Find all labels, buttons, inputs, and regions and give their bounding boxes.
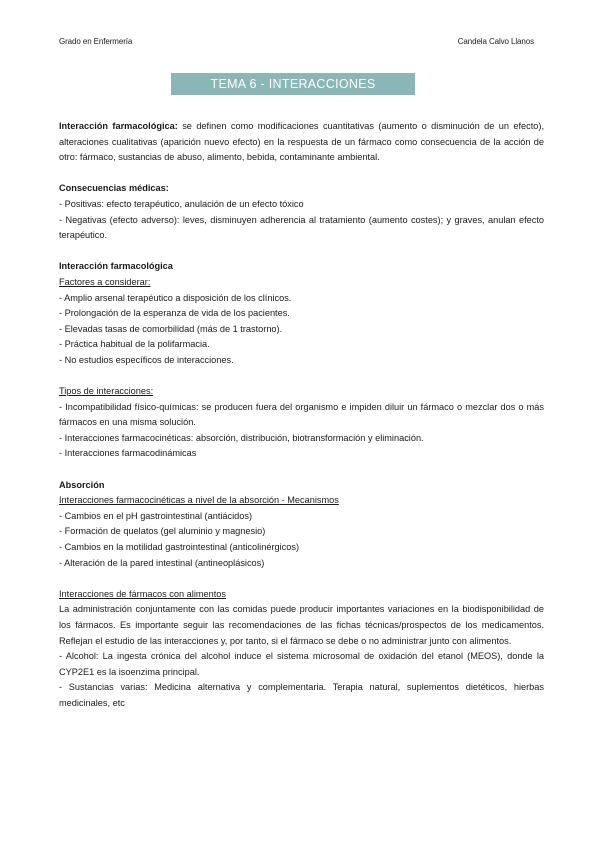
absorcion-heading: Absorción (59, 479, 105, 490)
document-body (59, 119, 544, 712)
consecuencias-heading: Consecuencias médicas: (59, 183, 169, 194)
factores-heading: Factores a considerar: (59, 276, 151, 287)
alimentos-paragraph: La administración conjuntamente con las comidas puede producir importantes variaciones en la biodisponibilidad de los fármacos. Es importante seguir las recomendaciones de las fichas técnicas/prospectos de los medicamentos. Reflejan el estudio de las interacciones y, por tanto, si el fármaco se debe o no administrar junto con alimentos. (59, 604, 544, 646)
header-left: Grado en Enfermería (59, 37, 133, 46)
list-item: - Práctica habitual de la polifarmacia. (59, 339, 210, 350)
alimentos-heading: Interacciones de fármacos con alimentos (59, 588, 226, 599)
list-item: - Negativas (efecto adverso): leves, disminuyen adherencia al tratamiento (aumento costes); y graves, anulan efecto terapéutico. (59, 214, 544, 241)
list-item: - Amplio arsenal terapéutico a disposición de los clínicos. (59, 292, 292, 303)
list-item: - Incompatibilidad físico-químicas: se producen fuera del organismo e impiden diluir un fármaco o mezclar dos o más fármacos en una misma solución. (59, 401, 544, 428)
header-right: Candela Calvo Llanos (457, 37, 534, 46)
absorcion-subheading: Interacciones farmacocinéticas a nivel de la absorción - Mecanismos (59, 495, 339, 506)
intro-term: Interacción farmacológica: (59, 121, 178, 131)
list-item: - Interacciones farmacocinéticas: absorción, distribución, biotransformación y eliminación. (59, 432, 424, 443)
list-item: - No estudios específicos de interacciones. (59, 354, 234, 365)
intro-text: se definen como modificaciones cuantitativas (aumento o disminución de un efecto), alteraciones cualitativas (aparición nuevo efecto) en la respuesta de un fármaco como consecuencia de la acción de otro: fármaco, sustancias de abuso, alimento, bebida, contaminante ambiental. (59, 121, 545, 163)
list-item: - Sustancias varias: Medicina alternativa y complementaria. Terapia natural, suplementos dietéticos, hierbas medicinales, etc (59, 682, 544, 708)
list-item: - Alcohol: La ingesta crónica del alcohol induce el sistema microsomal de oxidación del etanol (MEOS), donde la CYP2E1 es la isoenzima principal. (59, 651, 544, 677)
list-item: - Prolongación de la esperanza de vida de los pacientes. (59, 308, 290, 319)
intro-paragraph (59, 119, 544, 166)
list-item: - Elevadas tasas de comorbilidad (más de 1 trastorno). (59, 323, 283, 334)
list-item: - Cambios en el pH gastrointestinal (antiácidos) (59, 510, 253, 521)
list-item: - Alteración de la pared intestinal (antineoplásicos) (59, 557, 265, 568)
page-title: TEMA 6 - INTERACCIONES MEDICAMENTOSAS (171, 73, 415, 95)
interaccion-heading: Interacción farmacológica (59, 261, 173, 272)
tipos-heading: Tipos de interacciones: (59, 386, 154, 397)
list-item: - Cambios en la motilidad gastrointestinal (anticolinérgicos) (59, 542, 300, 553)
list-item: - Positivas: efecto terapéutico, anulación de un efecto tóxico (59, 198, 304, 209)
list-item: - Interacciones farmacodinámicas (59, 448, 197, 459)
list-item: - Formación de quelatos (gel aluminio y magnesio) (59, 526, 266, 537)
